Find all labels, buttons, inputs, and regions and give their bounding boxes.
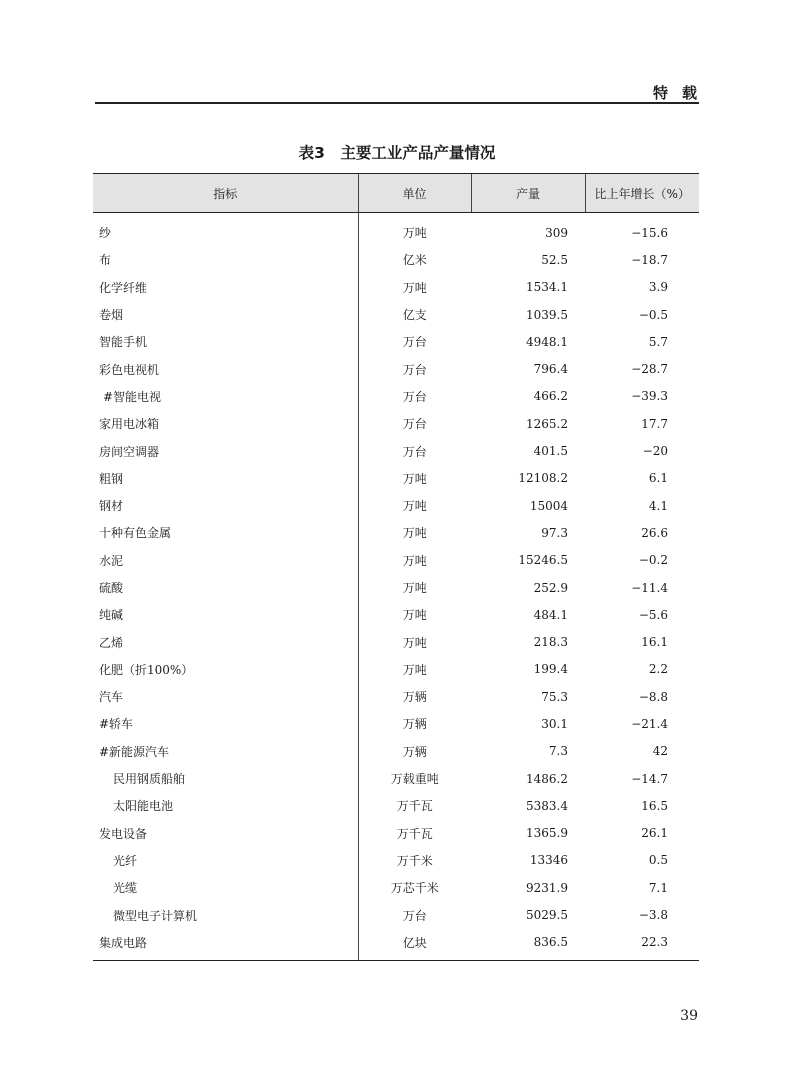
table-row	[93, 213, 699, 247]
unit-cell: 亿块	[358, 929, 471, 961]
indicator-cell: 纱	[99, 226, 112, 241]
column-header-growth: 比上年增长（%）	[585, 174, 699, 213]
table-row	[93, 738, 699, 765]
indicator-cell: 光纤	[113, 853, 138, 868]
unit-cell: 万千米	[358, 847, 471, 874]
indicator-cell: 智能手机	[99, 335, 148, 350]
table-row	[93, 383, 699, 410]
table-row	[93, 874, 699, 901]
indicator-cell: 水泥	[99, 553, 124, 568]
output-cell: 9231.9	[526, 880, 568, 895]
table-row	[93, 574, 699, 601]
table-row	[93, 792, 699, 819]
unit-cell: 万辆	[358, 710, 471, 737]
growth-cell: 7.1	[648, 880, 668, 895]
output-cell: 1265.2	[526, 416, 568, 431]
output-cell: 218.3	[533, 635, 568, 650]
table-row	[93, 328, 699, 355]
growth-cell: −0.5	[638, 307, 668, 322]
output-cell: 5383.4	[526, 798, 568, 813]
growth-cell: −14.7	[631, 771, 668, 786]
growth-cell: 5.7	[648, 334, 668, 349]
table-row	[93, 765, 699, 792]
output-cell: 1365.9	[526, 826, 568, 841]
unit-cell: 万芯千米	[358, 874, 471, 901]
growth-cell: −11.4	[631, 580, 668, 595]
output-cell: 252.9	[533, 580, 568, 595]
output-cell: 52.5	[541, 252, 568, 267]
indicator-cell: 粗钢	[99, 471, 124, 486]
output-cell: 401.5	[533, 444, 568, 459]
unit-cell: 万台	[358, 355, 471, 382]
indicator-cell: 房间空调器	[99, 444, 160, 459]
output-cell: 5029.5	[526, 908, 568, 923]
growth-cell: −5.6	[638, 607, 668, 622]
indicator-cell: 太阳能电池	[113, 799, 174, 814]
unit-cell: 万吨	[358, 213, 471, 247]
growth-cell: 0.5	[648, 853, 668, 868]
indicator-cell: 微型电子计算机	[113, 908, 198, 923]
table-row	[93, 246, 699, 273]
indicator-cell: 发电设备	[99, 826, 148, 841]
unit-cell: 亿支	[358, 301, 471, 328]
table-row	[93, 301, 699, 328]
growth-cell: −28.7	[631, 362, 668, 377]
growth-cell: 3.9	[648, 280, 668, 295]
indicator-cell: #轿车	[99, 717, 134, 732]
page-number: 39	[680, 1008, 698, 1024]
growth-cell: 4.1	[648, 498, 668, 513]
growth-cell: −20	[642, 444, 668, 459]
unit-cell: 万载重吨	[358, 765, 471, 792]
table-header-row	[93, 174, 699, 213]
growth-cell: 17.7	[641, 416, 668, 431]
indicator-cell: 家用电冰箱	[99, 417, 160, 432]
indicator-cell: 光缆	[113, 881, 138, 896]
table-row	[93, 710, 699, 737]
indicator-cell: #新能源汽车	[99, 744, 170, 759]
table-body	[93, 213, 699, 961]
table-row	[93, 628, 699, 655]
unit-cell: 万台	[358, 410, 471, 437]
growth-cell: 6.1	[648, 471, 668, 486]
table-row	[93, 492, 699, 519]
unit-cell: 万台	[358, 901, 471, 928]
indicator-cell: 乙烯	[99, 635, 124, 650]
section-label: 特载	[652, 84, 711, 102]
indicator-cell: 硫酸	[99, 581, 124, 595]
unit-cell: 万吨	[358, 465, 471, 492]
growth-cell: 42	[652, 744, 668, 759]
indicator-cell: 十种有色金属	[99, 526, 172, 541]
output-cell: 15004	[529, 498, 568, 513]
indicator-cell: 民用钢质船舶	[113, 772, 186, 787]
unit-cell: 万台	[358, 328, 471, 355]
output-cell: 1039.5	[526, 307, 568, 322]
indicator-cell: 化学纤维	[99, 280, 148, 295]
indicator-cell: 彩色电视机	[99, 362, 160, 377]
unit-cell: 万台	[358, 437, 471, 464]
indicator-cell: 化肥（折100%）	[99, 662, 194, 677]
unit-cell: 万吨	[358, 547, 471, 574]
production-table	[93, 173, 699, 961]
unit-cell: 万吨	[358, 519, 471, 546]
table-row	[93, 683, 699, 710]
unit-cell: 万吨	[358, 274, 471, 301]
output-cell: 12108.2	[518, 471, 568, 486]
indicator-cell: #智能电视	[103, 389, 162, 404]
unit-cell: 万吨	[358, 656, 471, 683]
indicator-cell: 布	[99, 253, 112, 268]
output-cell: 1534.1	[526, 280, 568, 295]
table-row	[93, 847, 699, 874]
output-cell: 836.5	[471, 929, 585, 961]
table-row	[93, 355, 699, 382]
indicator-cell: 钢材	[99, 499, 124, 514]
growth-cell: −3.8	[638, 908, 668, 923]
growth-cell: −39.3	[631, 389, 668, 404]
output-cell: 466.2	[533, 389, 568, 404]
output-cell: 30.1	[541, 716, 568, 731]
unit-cell: 万千瓦	[358, 820, 471, 847]
table-row	[93, 465, 699, 492]
output-cell: 75.3	[541, 689, 568, 704]
indicator-cell: 汽车	[99, 690, 124, 705]
table-row	[93, 519, 699, 546]
table-title: 表3 主要工业产品产量情况	[298, 144, 496, 162]
output-cell: 1486.2	[526, 771, 568, 786]
growth-cell: −15.6	[631, 225, 668, 240]
growth-cell: 16.1	[641, 635, 668, 650]
growth-cell: 22.3	[585, 929, 699, 961]
table-row	[93, 437, 699, 464]
table-row	[93, 274, 699, 301]
growth-cell: −18.7	[631, 252, 668, 267]
unit-cell: 亿米	[358, 246, 471, 273]
column-header-output: 产量	[471, 174, 585, 213]
output-cell: 309	[545, 225, 568, 240]
output-cell: 199.4	[533, 662, 568, 677]
indicator-cell: 卷烟	[99, 308, 124, 323]
table-row	[93, 901, 699, 928]
indicator-cell: 纯碱	[99, 608, 124, 623]
table-row	[93, 656, 699, 683]
unit-cell: 万千瓦	[358, 792, 471, 819]
section-header	[95, 80, 711, 104]
growth-cell: 16.5	[641, 798, 668, 813]
unit-cell: 万吨	[358, 574, 471, 601]
column-header-indicator: 指标	[93, 174, 358, 213]
table-row	[93, 820, 699, 847]
growth-cell: 26.1	[641, 826, 668, 841]
growth-cell: −8.8	[638, 689, 668, 704]
unit-cell: 万吨	[358, 628, 471, 655]
output-cell: 484.1	[533, 607, 568, 622]
output-cell: 97.3	[541, 525, 568, 540]
unit-cell: 万辆	[358, 683, 471, 710]
output-cell: 7.3	[548, 744, 568, 759]
table-row	[93, 601, 699, 628]
output-cell: 796.4	[533, 362, 568, 377]
unit-cell: 万吨	[358, 492, 471, 519]
indicator-cell: 集成电路	[93, 929, 358, 961]
growth-cell: −0.2	[638, 553, 668, 568]
growth-cell: 2.2	[648, 662, 668, 677]
unit-cell: 万台	[358, 383, 471, 410]
unit-cell: 万吨	[358, 601, 471, 628]
table-row	[93, 410, 699, 437]
output-cell: 13346	[529, 853, 568, 868]
growth-cell: −21.4	[631, 716, 668, 731]
column-header-unit: 单位	[358, 174, 471, 213]
growth-cell: 26.6	[641, 525, 668, 540]
unit-cell: 万辆	[358, 738, 471, 765]
table-row	[93, 929, 699, 961]
output-cell: 15246.5	[518, 553, 568, 568]
output-cell: 4948.1	[526, 334, 568, 349]
table-row	[93, 547, 699, 574]
